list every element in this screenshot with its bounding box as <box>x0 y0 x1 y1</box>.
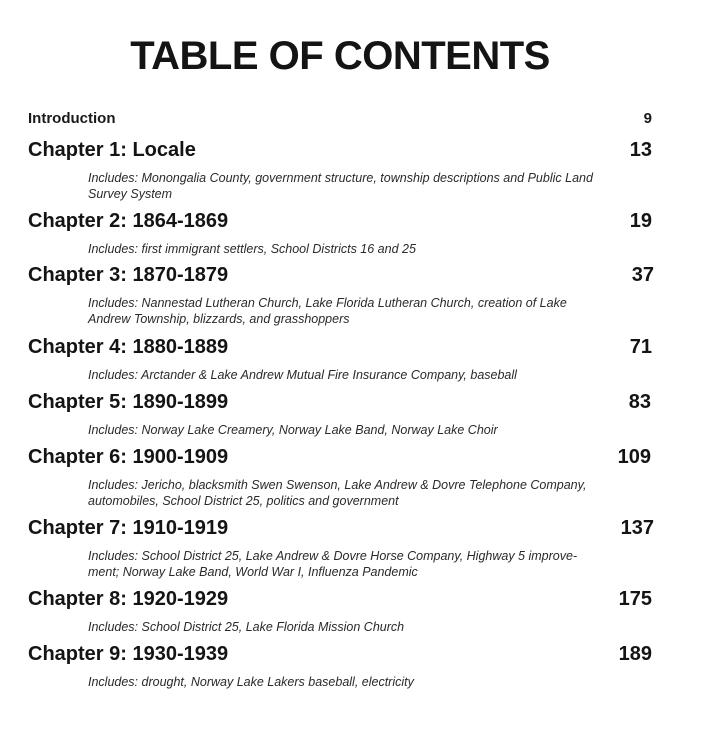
toc-entry-chapter-7 <box>28 517 654 580</box>
chapter-title: Chapter 8: 1920-1929 <box>28 588 229 610</box>
chapter-includes: Includes: first immigrant settlers, School Districts 16 and 25 <box>88 242 416 256</box>
chapter-title: Chapter 3: 1870-1879 <box>28 264 229 286</box>
chapter-includes: Includes: Arctander & Lake Andrew Mutual Fire Insurance Company, baseball <box>88 368 517 382</box>
chapter-page-number: 37 <box>631 264 654 286</box>
chapter-page-number: 19 <box>629 210 652 232</box>
entry-page-number: 9 <box>643 110 652 127</box>
chapter-page-number: 71 <box>629 336 652 358</box>
chapter-includes: Includes: Monongalia County, government structure, township descriptions and Public Land Survey System <box>88 171 593 201</box>
chapter-page-number: 189 <box>618 643 652 665</box>
chapter-includes: Includes: School District 25, Lake Florida Mission Church <box>88 620 405 634</box>
entry-label: Introduction <box>28 110 116 127</box>
chapter-includes: Includes: School District 25, Lake Andrew & Dovre Horse Company, Highway 5 improve-ment; Norway Lake Band, World War I, Influenza Pandemic <box>88 549 578 579</box>
chapter-title: Chapter 4: 1880-1889 <box>28 336 229 358</box>
page-title: TABLE OF CONTENTS <box>130 34 550 78</box>
toc-entry-introduction <box>28 110 652 130</box>
toc-entry-chapter-3 <box>28 264 654 327</box>
toc-entry-chapter-4 <box>28 336 654 383</box>
chapter-page-number: 137 <box>620 517 654 539</box>
chapter-title: Chapter 5: 1890-1899 <box>28 391 229 413</box>
chapter-includes: Includes: Norway Lake Creamery, Norway Lake Band, Norway Lake Choir <box>88 423 498 437</box>
chapter-title: Chapter 2: 1864-1869 <box>28 210 229 232</box>
toc-entry-chapter-1 <box>28 139 654 202</box>
toc-entry-chapter-5 <box>28 391 654 438</box>
chapter-title: Chapter 9: 1930-1939 <box>28 643 229 665</box>
chapter-page-number: 175 <box>618 588 652 610</box>
chapter-title: Chapter 6: 1900-1909 <box>28 446 229 468</box>
chapter-includes: Includes: Nannestad Lutheran Church, Lake Florida Lutheran Church, creation of Lake Andrew Township, blizzards, and grasshoppers <box>88 296 567 326</box>
chapter-title: Chapter 1: Locale <box>28 139 196 161</box>
chapter-includes: Includes: Jericho, blacksmith Swen Swenson, Lake Andrew & Dovre Telephone Company, automobiles, School District 25, politics and government <box>88 478 587 508</box>
chapter-page-number: 109 <box>617 446 651 468</box>
toc-entry-chapter-9 <box>28 643 654 690</box>
chapter-title: Chapter 7: 1910-1919 <box>28 517 229 539</box>
toc-entry-chapter-8 <box>28 588 654 635</box>
chapter-includes: Includes: drought, Norway Lake Lakers baseball, electricity <box>88 675 414 689</box>
toc-entry-chapter-6 <box>28 446 654 509</box>
chapter-page-number: 83 <box>628 391 651 413</box>
chapter-page-number: 13 <box>629 139 652 161</box>
toc-entry-chapter-2 <box>28 210 654 257</box>
